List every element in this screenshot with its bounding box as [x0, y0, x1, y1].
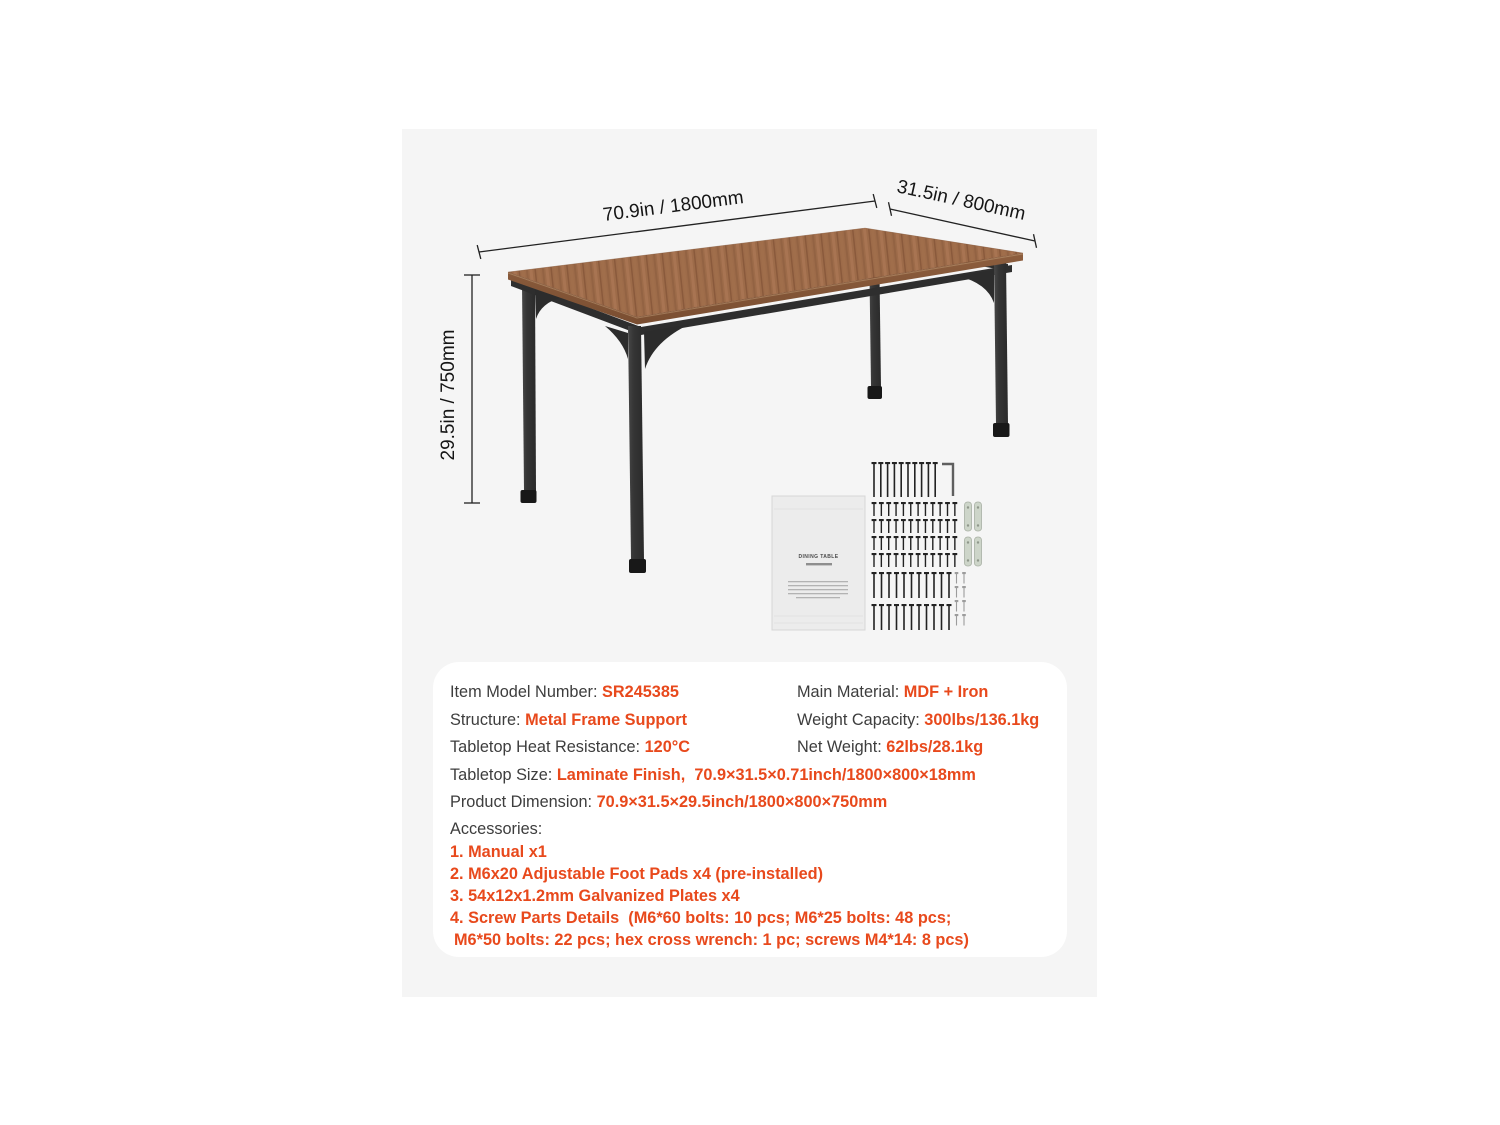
hex-wrench-icon [942, 464, 953, 496]
height-dimension-label: 29.5in / 750mm [438, 329, 459, 461]
accessory-item: 1. Manual x1 [450, 842, 547, 861]
length-dimension-label: 70.9in / 1800mm [601, 187, 745, 226]
table-leg [994, 261, 1008, 424]
table-dimension-drawing [402, 129, 1097, 662]
depth-dimension-label: 31.5in / 800mm [894, 176, 1028, 225]
table-illustration [508, 228, 1023, 573]
spec-card [433, 662, 1067, 957]
spec-row-net-weight: Net Weight: 62lbs/28.1kg [797, 738, 984, 757]
leg-foot [629, 559, 646, 573]
leg-foot [993, 423, 1010, 437]
accessory-item: 3. 54x12x1.2mm Galvanized Plates x4 [450, 886, 740, 905]
corner-gusset [605, 326, 628, 359]
manual-subtitle-line [806, 563, 832, 565]
table-leg [628, 326, 644, 560]
accessory-kit [772, 462, 982, 630]
accessories-heading: Accessories: [450, 819, 543, 838]
manual-title: DINING TABLE [798, 554, 839, 560]
table-leg [522, 284, 536, 491]
spec-grid [450, 679, 1053, 762]
accessory-item: 4. Screw Parts Details (M6*60 bolts: 10 pcs; M6*25 bolts: 48 pcs; [450, 908, 952, 927]
spec-row-model: Item Model Number: SR245385 [450, 683, 679, 701]
accessory-item: M6*50 bolts: 22 pcs; hex cross wrench: 1 pc; screws M4*14: 8 pcs) [454, 930, 969, 949]
spec-row-material: Main Material: MDF + Iron [797, 683, 989, 701]
spec-row-product-dimension: Product Dimension: 70.9×31.5×29.5inch/1800×800×750mm [450, 793, 888, 812]
spec-row-tabletop-size: Tabletop Size: Laminate Finish, 70.9×31.5×0.71inch/1800×800×18mm [450, 765, 976, 784]
bolt-sets [872, 462, 966, 630]
accessory-item: 2. M6x20 Adjustable Foot Pads x4 (pre-installed) [450, 864, 824, 883]
spec-row-heat-resistance: Tabletop Heat Resistance: 120°C [450, 738, 691, 757]
galvanized-plates [965, 502, 982, 566]
dimension-lines [464, 194, 1037, 503]
spec-row-structure: Structure: Metal Frame Support [450, 710, 688, 729]
spec-row-weight-capacity: Weight Capacity: 300lbs/136.1kg [797, 710, 1040, 729]
leg-foot [521, 490, 537, 503]
leg-foot [868, 386, 883, 399]
